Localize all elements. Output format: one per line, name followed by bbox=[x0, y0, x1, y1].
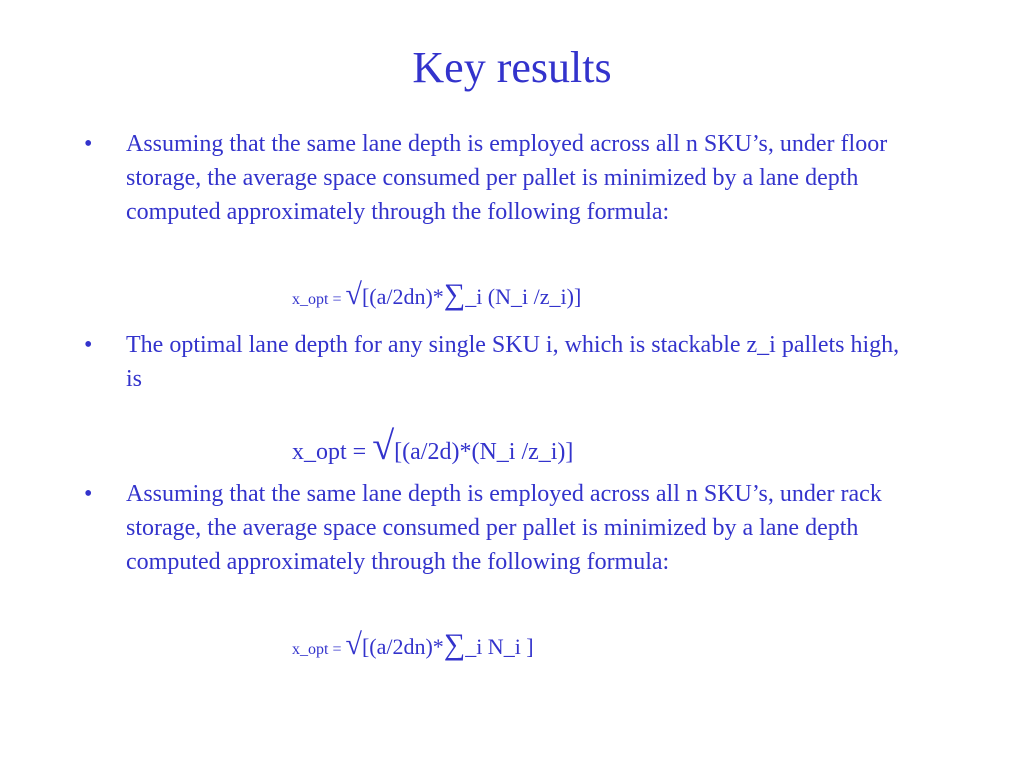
formula-part: _i N_i ] bbox=[465, 634, 534, 659]
summation-symbol: ∑ bbox=[443, 278, 466, 311]
bullet-marker: • bbox=[84, 481, 93, 507]
bullet-item bbox=[84, 328, 916, 396]
bullet-marker: • bbox=[84, 131, 93, 157]
formula-lhs: x_opt = bbox=[292, 291, 346, 308]
bullet-text: Assuming that the same lane depth is employed across all n SKU’s, under floor storage, the average space consumed per pallet is minimized by a lane depth computed approximately through the following formula: bbox=[126, 131, 888, 225]
formula-single-sku bbox=[292, 422, 573, 469]
slide-title: Key results bbox=[412, 43, 612, 92]
formula-lhs: x_opt = bbox=[292, 439, 373, 465]
formula-part: [(a/2dn)* bbox=[361, 284, 444, 309]
formula-rack-storage bbox=[292, 628, 534, 662]
bullet-text: Assuming that the same lane depth is employed across all n SKU’s, under rack storage, the average space consumed per pallet is minimized by a lane depth computed approximately through the following formula: bbox=[126, 481, 882, 575]
formula-part: [(a/2dn)* bbox=[361, 634, 444, 659]
formula-part: [(a/2d)*(N_i /z_i)] bbox=[394, 439, 574, 465]
bullet-item bbox=[84, 127, 916, 229]
square-root-symbol: √ bbox=[345, 278, 362, 311]
square-root-symbol: √ bbox=[372, 423, 395, 468]
bullet-item bbox=[84, 477, 916, 579]
formula-part: _i (N_i /z_i)] bbox=[465, 284, 582, 309]
bullet-marker: • bbox=[84, 332, 93, 358]
bullet-text: The optimal lane depth for any single SKU i, which is stackable z_i pallets high, is bbox=[126, 332, 900, 392]
formula-floor-storage bbox=[292, 278, 581, 312]
square-root-symbol: √ bbox=[345, 628, 362, 661]
formula-lhs: x_opt = bbox=[292, 641, 346, 658]
summation-symbol: ∑ bbox=[443, 628, 466, 661]
